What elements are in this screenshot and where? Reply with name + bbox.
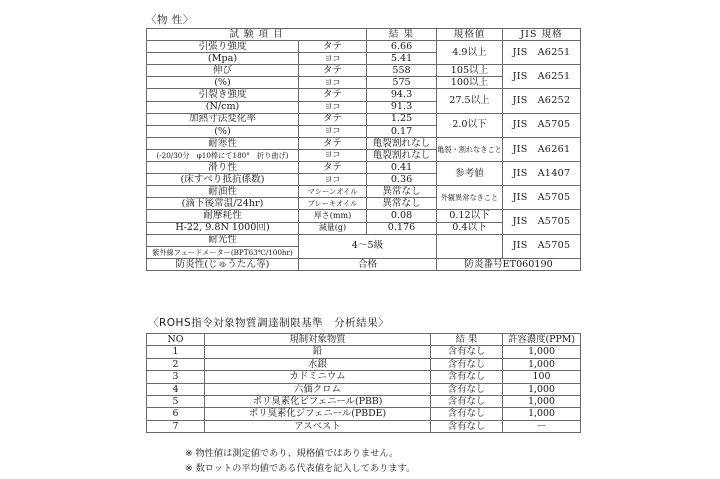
jis-standard: JIS A5705 — [503, 210, 581, 234]
table-row — [147, 234, 581, 246]
result-value: 亀裂割れなし — [367, 149, 437, 161]
result-value: 0.176 — [367, 222, 437, 234]
table-row — [147, 89, 581, 101]
jis-standard: JIS A6251 — [503, 65, 581, 89]
jis-standard: JIS A6252 — [503, 89, 581, 113]
spec-value: 2.0以下 — [437, 113, 503, 137]
direction: ブレーキオイル — [299, 198, 367, 210]
item-unit: (N/cm) — [147, 101, 299, 113]
result-value: 合格 — [299, 258, 437, 270]
spec-value: 100以上 — [437, 77, 503, 89]
table-row — [147, 65, 581, 77]
header-limit: 許容濃度(PPM) — [503, 334, 581, 346]
result-value: 亀裂割れなし — [367, 137, 437, 149]
row-limit: 1,000 — [503, 408, 581, 420]
row-result: 含有なし — [431, 395, 503, 407]
section-title-properties: 〈物 性〉 — [146, 14, 194, 26]
jis-standard: JIS A6261 — [503, 137, 581, 161]
direction: ヨコ — [299, 53, 367, 65]
item-unit: (床すべり抵抗係数) — [147, 174, 299, 186]
row-limit: 1,000 — [503, 383, 581, 395]
row-substance: ポリ臭素化ジフェニール(PBDE) — [205, 408, 431, 420]
table-header-row — [147, 29, 581, 41]
row-result: 含有なし — [431, 408, 503, 420]
note-2: ※ 数ロットの平均値である代表値を記入してあります。 — [185, 463, 416, 474]
result-value: 558 — [367, 65, 437, 77]
item-condition: (-20/30分 φ10棒にて180° 折り曲げ) — [147, 149, 299, 161]
row-result: 含有なし — [431, 358, 503, 370]
item-name: 滑り性 — [147, 162, 299, 174]
item-unit: (Mpa) — [147, 53, 299, 65]
table-row — [147, 371, 581, 383]
direction: ヨコ — [299, 174, 367, 186]
table-row — [147, 358, 581, 370]
item-unit: (%) — [147, 125, 299, 137]
item-name: 引張り強度 — [147, 41, 299, 53]
row-limit: 1,000 — [503, 346, 581, 358]
spec-value — [437, 234, 503, 258]
item-name: 引裂き強度 — [147, 89, 299, 101]
row-substance: カドミニウム — [205, 371, 431, 383]
spec-value: 防炎番号ET060190 — [437, 258, 581, 270]
item-name: 耐光性 — [147, 234, 299, 246]
result-value: 94.3 — [367, 89, 437, 101]
row-result: 含有なし — [431, 346, 503, 358]
row-substance: 六価クロム — [205, 383, 431, 395]
direction: ヨコ — [299, 125, 367, 137]
row-substance: アスベスト — [205, 420, 431, 432]
direction: マシーンオイル — [299, 186, 367, 198]
header-result: 結 果 — [431, 334, 503, 346]
row-limit: 1,000 — [503, 395, 581, 407]
direction: 減量(g) — [299, 222, 367, 234]
row-no: 3 — [147, 371, 205, 383]
jis-standard: JIS A6251 — [503, 41, 581, 65]
spec-value: 外観異常なきこと — [437, 186, 503, 210]
rohs-table — [146, 333, 581, 433]
header-spec: 規格値 — [437, 29, 503, 41]
result-value: 異常なし — [367, 198, 437, 210]
row-limit: ー — [503, 420, 581, 432]
table-row — [147, 137, 581, 149]
item-unit: (滴下後常温/24hr) — [147, 198, 299, 210]
section-title-rohs: 〈ROHS指令対象物質調達制限基準 分析結果〉 — [148, 317, 390, 329]
row-limit: 100 — [503, 371, 581, 383]
result-value: 575 — [367, 77, 437, 89]
row-result: 含有なし — [431, 383, 503, 395]
result-value: 0.41 — [367, 162, 437, 174]
row-limit: 1,000 — [503, 358, 581, 370]
spec-value: 27.5以上 — [437, 89, 503, 113]
row-result: 含有なし — [431, 371, 503, 383]
table-row — [147, 383, 581, 395]
jis-standard: JIS A5705 — [503, 186, 581, 210]
item-name: 耐寒性 — [147, 137, 299, 149]
spec-value: 亀裂・割れなきこと — [437, 137, 503, 161]
table-row — [147, 258, 581, 270]
item-unit: (%) — [147, 77, 299, 89]
spec-value: 0.12以下 — [437, 210, 503, 222]
header-substance: 規制対象物質 — [205, 334, 431, 346]
result-value: 0.17 — [367, 125, 437, 137]
row-substance: 水銀 — [205, 358, 431, 370]
table-row — [147, 186, 581, 198]
table-row — [147, 346, 581, 358]
result-value: 91.3 — [367, 101, 437, 113]
header-jis: JIS 規格 — [503, 29, 581, 41]
direction: タテ — [299, 113, 367, 125]
row-no: 5 — [147, 395, 205, 407]
row-substance: ポリ臭素化ビフェニール(PBB) — [205, 395, 431, 407]
spec-value: 参考値 — [437, 162, 503, 186]
direction: タテ — [299, 41, 367, 53]
item-name: 伸び — [147, 65, 299, 77]
row-no: 7 — [147, 420, 205, 432]
table-row — [147, 420, 581, 432]
direction: ヨコ — [299, 149, 367, 161]
table-row — [147, 41, 581, 53]
header-result: 結 果 — [367, 29, 437, 41]
item-unit: H-22, 9.8N 1000回) — [147, 222, 299, 234]
table-row — [147, 210, 581, 222]
jis-standard: JIS A5705 — [503, 113, 581, 137]
row-substance: 鉛 — [205, 346, 431, 358]
spec-value: 0.4以下 — [437, 222, 503, 234]
direction: ヨコ — [299, 77, 367, 89]
direction: タテ — [299, 89, 367, 101]
row-no: 6 — [147, 408, 205, 420]
item-name: 耐摩耗性 — [147, 210, 299, 222]
direction: タテ — [299, 137, 367, 149]
row-no: 2 — [147, 358, 205, 370]
result-value: 異常なし — [367, 186, 437, 198]
jis-standard: JIS A1407 — [503, 162, 581, 186]
direction: 厚さ(mm) — [299, 210, 367, 222]
row-result: 含有なし — [431, 420, 503, 432]
table-row — [147, 113, 581, 125]
result-value: 6.66 — [367, 41, 437, 53]
result-value: 0.08 — [367, 210, 437, 222]
result-value: 5.41 — [367, 53, 437, 65]
result-value: 1.25 — [367, 113, 437, 125]
item-condition: 紫外線フェードメーター(BPT63℃/100hr) — [147, 246, 299, 258]
header-no: NO — [147, 334, 205, 346]
direction: タテ — [299, 162, 367, 174]
table-row — [147, 162, 581, 174]
spec-value: 4.9以上 — [437, 41, 503, 65]
note-1: ※ 物性値は測定値であり、規格値ではありません。 — [185, 448, 399, 459]
table-row — [147, 408, 581, 420]
properties-table — [146, 28, 581, 271]
item-name: 防炎性(じゅうたん等) — [147, 258, 299, 270]
row-no: 4 — [147, 383, 205, 395]
result-value: 4～5級 — [299, 234, 437, 258]
row-no: 1 — [147, 346, 205, 358]
table-header-row — [147, 334, 581, 346]
direction: タテ — [299, 65, 367, 77]
item-name: 加熱寸法変化率 — [147, 113, 299, 125]
jis-standard: JIS A5705 — [503, 234, 581, 258]
result-value: 0.36 — [367, 174, 437, 186]
direction: ヨコ — [299, 101, 367, 113]
item-name: 耐油性 — [147, 186, 299, 198]
table-row — [147, 395, 581, 407]
spec-value: 105以上 — [437, 65, 503, 77]
header-item: 試 験 項 目 — [147, 29, 367, 41]
